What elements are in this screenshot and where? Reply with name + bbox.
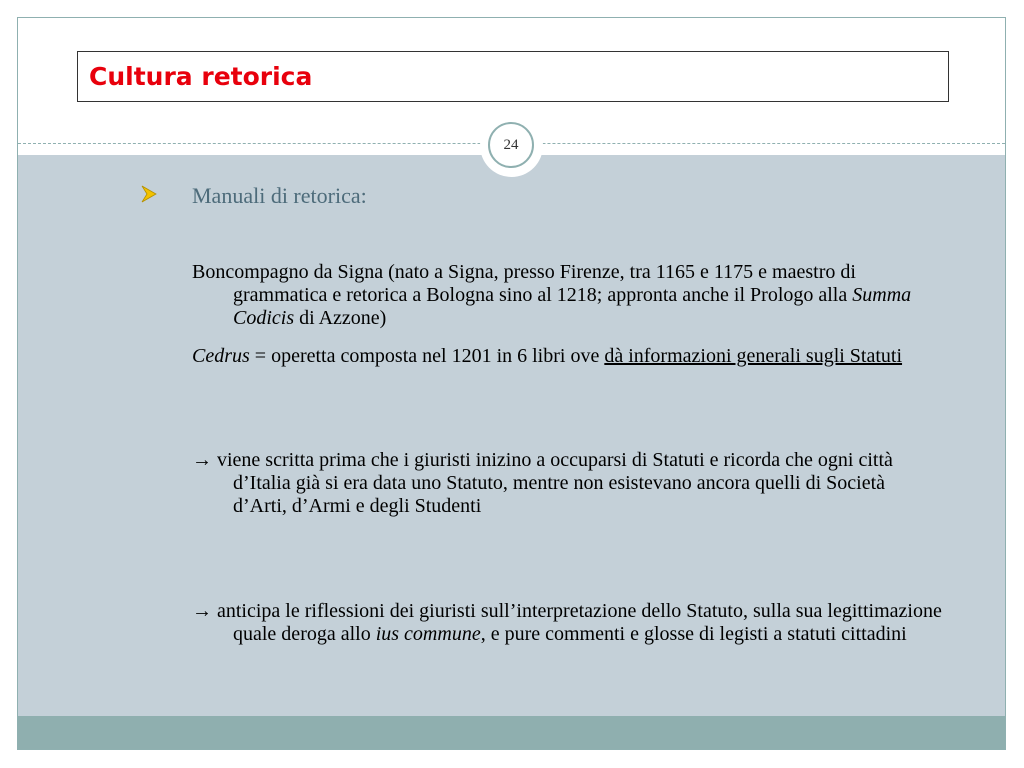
slide-title: Cultura retorica (89, 62, 313, 91)
slide (17, 17, 1006, 750)
paragraph-text: di Azzone) (294, 307, 387, 329)
italic-term: ius commune (375, 623, 481, 645)
footer-band (18, 716, 1005, 750)
paragraph-viene-scritta (192, 449, 942, 518)
paragraph-text: anticipa le riflessioni dei giuristi sull’interpretazione dello Statuto, sulla sua legittimazione quale deroga allo (212, 600, 942, 645)
title-box (77, 51, 949, 102)
paragraph-text: viene scritta prima che i giuristi inizino a occuparsi di Statuti e ricorda che ogni città d’Italia già si era data uno Statuto, mentre non esistevano ancora quelli di Società d’Arti, d’Armi e degli Studenti (212, 449, 893, 517)
arrowhead-bullet-icon (141, 185, 157, 203)
italic-title: Cedrus (192, 345, 250, 367)
right-arrow-icon: → (192, 449, 212, 471)
bullet-heading: Manuali di retorica: (192, 183, 367, 208)
page-number-badge (488, 122, 534, 168)
paragraph-anticipa (192, 600, 942, 646)
paragraph-text: , e pure commenti e glosse di legisti a statuti cittadini (480, 623, 907, 645)
paragraph-text: Boncompagno da Signa (nato a Signa, presso Firenze, tra 1165 e 1175 e maestro di grammatica e retorica a Bologna sino al 1218; approntа anche il Prologo alla (192, 261, 856, 306)
underlined-text: dà informazioni generali sugli Statuti (604, 345, 903, 367)
italic-title: Summa Codicis (233, 284, 912, 329)
page-number: 24 (503, 136, 519, 153)
paragraph-cedrus (192, 345, 942, 368)
paragraph-boncompagno (192, 261, 942, 330)
right-arrow-icon: → (192, 600, 212, 622)
paragraph-text: = operetta composta nel 1201 in 6 libri ove (249, 345, 605, 367)
